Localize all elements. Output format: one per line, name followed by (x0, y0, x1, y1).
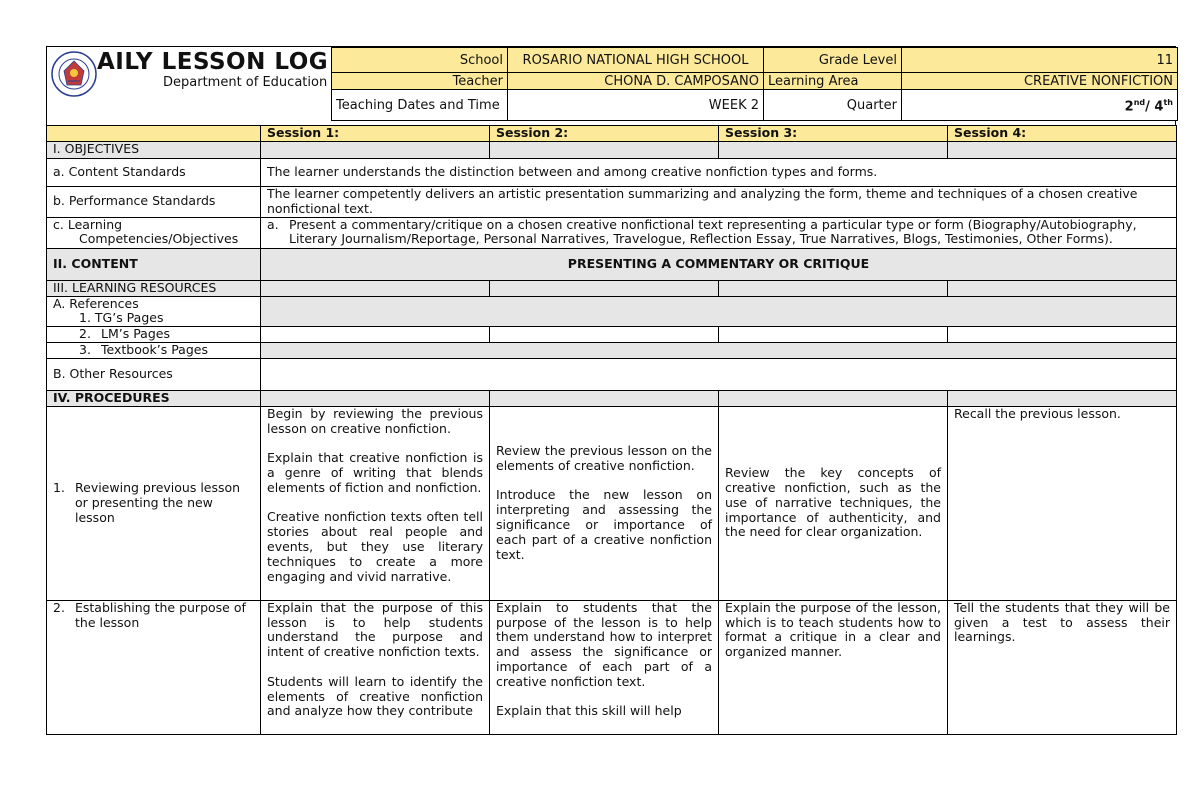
textbook-pages-cell (47, 342, 261, 358)
procedure-1-label: Reviewing previous lesson or presenting the new lesson (75, 480, 241, 525)
school-value: ROSARIO NATIONAL HIGH SCHOOL (508, 48, 764, 73)
textbook-pages-num: 3. (79, 341, 91, 357)
lm-pages-cell (47, 327, 261, 343)
quarter-a-sup: nd (1133, 98, 1146, 108)
p1-s1-para-c: Creative nonfiction texts often tell stories about real people and events, but they use literary techniques to create a more engaging and vivid narrative. (267, 509, 483, 584)
quarter-a: 2 (1124, 99, 1134, 115)
document-title: AILY LESSON LOG (97, 49, 329, 75)
procedure-2-session-4 (948, 600, 1177, 734)
session-3-header: Session 3: (719, 126, 948, 142)
teaching-dates-value: WEEK 2 (508, 90, 764, 121)
procedure-1-session-3 (719, 406, 948, 600)
procedure-1-session-4 (948, 406, 1177, 600)
grade-value: 11 (902, 48, 1178, 73)
p1-s1-para-a: Begin by reviewing the previous lesson on creative nonfiction. (267, 405, 483, 436)
content-standards-value: The learner understands the distinction between and among creative nonfiction types and forms. (261, 159, 1177, 187)
department-name: Department of Education (163, 75, 328, 90)
p2-s2-para-a: Explain to students that the purpose of the lesson is to help them understand how to interpret and assess the significance or importance of each part of a creative nonfiction text. (496, 599, 712, 689)
grade-label: Grade Level (764, 48, 902, 73)
p2-s1-para-a: Explain that the purpose of this lesson is to help students understand the purpose and intent of creative nonfiction texts. (267, 599, 483, 660)
procedure-2-session-2 (490, 600, 719, 734)
teacher-value: CHONA D. CAMPOSANO (508, 73, 764, 90)
quarter-label: Quarter (764, 90, 902, 121)
session-2-header: Session 2: (490, 126, 719, 142)
procedure-1-session-1 (261, 406, 490, 600)
learning-area-label: Learning Area (764, 73, 902, 90)
objectives-heading: I. OBJECTIVES (47, 142, 261, 159)
p1-s2-para-a: Review the previous lesson on the elements of creative nonfiction. (496, 443, 712, 473)
procedure-2-session-3 (719, 600, 948, 734)
competencies-value (261, 217, 1177, 248)
info-table (331, 47, 1178, 121)
school-label: School (332, 48, 508, 73)
procedure-1-label-cell (47, 406, 261, 600)
lm-pages-num: 2. (79, 326, 91, 342)
procedure-1-session-2 (490, 406, 719, 600)
p2-s3-para: Explain the purpose of the lesson, which is to teach students how to format a critique in a clear and organized manner. (725, 599, 941, 660)
session-1-header: Session 1: (261, 126, 490, 142)
performance-standards-value: The learner competently delivers an artistic presentation summarizing and analyzing the form, theme and techniques of a chosen creative nonfictional text. (261, 187, 1177, 218)
references-cell (47, 296, 261, 327)
competencies-num: a. (267, 216, 279, 232)
competencies-label-a: c. Learning (53, 216, 123, 232)
teaching-dates-label: Teaching Dates and Time (332, 90, 508, 121)
session-corner (47, 126, 261, 142)
procedure-2-label: Establishing the purpose of the lesson (75, 599, 246, 630)
lesson-log-page (46, 46, 1176, 735)
procedure-2-label-cell (47, 600, 261, 734)
quarter-b-sup: th (1163, 98, 1173, 108)
procedure-2-session-1 (261, 600, 490, 734)
lm-pages-label: LM’s Pages (101, 326, 170, 342)
competencies-line-1: Present a commentary/critique on a chosen creative nonfictional text representing a particular type or form (Biography/Autobiography, (289, 216, 1137, 232)
p2-s2-para-b: Explain that this skill will help (496, 703, 682, 719)
competencies-line-2: Literary Journalism/Reportage, Personal Narratives, Travelogue, Reflection Essay, True Narratives, Blogs, Testimonies, Other Forms). (289, 231, 1113, 247)
p1-s1-para-b: Explain that creative nonfiction is a genre of writing that blends elements of fiction and nonfiction. (267, 450, 483, 495)
tg-pages-label: 1. TG’s Pages (79, 310, 164, 326)
quarter-sep: / 4 (1145, 99, 1164, 115)
competencies-label (47, 217, 261, 248)
p2-s1-para-b: Students will learn to identify the elements of creative nonfiction and analyze how they contribute (267, 673, 483, 719)
content-value: PRESENTING A COMMENTARY OR CRITIQUE (261, 248, 1177, 280)
p1-s2-para-b: Introduce the new lesson on interpreting and assessing the significance or importance of each part of a creative nonfiction text. (496, 487, 712, 562)
quarter-value (902, 90, 1178, 121)
other-resources-label: B. Other Resources (47, 358, 261, 390)
textbook-pages-label: Textbook’s Pages (101, 341, 208, 357)
content-heading: II. CONTENT (47, 248, 261, 280)
learning-resources-heading: III. LEARNING RESOURCES (47, 280, 261, 296)
p1-s4-para: Recall the previous lesson. (954, 405, 1121, 421)
header (46, 46, 1176, 125)
p1-s3-para: Review the key concepts of creative nonfiction, such as the use of narrative techniques, the importance of authenticity, and the need for clear organization. (725, 465, 941, 540)
teacher-label: Teacher (332, 73, 508, 90)
procedure-2-num: 2. (53, 599, 65, 615)
content-standards-label: a. Content Standards (47, 159, 261, 187)
logo-cell (47, 47, 331, 125)
learning-area-value: CREATIVE NONFICTION (902, 73, 1178, 90)
lesson-table (46, 125, 1177, 735)
performance-standards-label: b. Performance Standards (47, 187, 261, 218)
references-label: A. References (53, 295, 139, 311)
procedure-1-num: 1. (53, 480, 65, 496)
competencies-label-b: Competencies/Objectives (79, 231, 239, 247)
deped-seal-icon (51, 51, 97, 97)
session-4-header: Session 4: (948, 126, 1177, 142)
procedures-heading: IV. PROCEDURES (47, 390, 261, 406)
p2-s4-para: Tell the students that they will be given a test to assess their learnings. (954, 599, 1170, 645)
